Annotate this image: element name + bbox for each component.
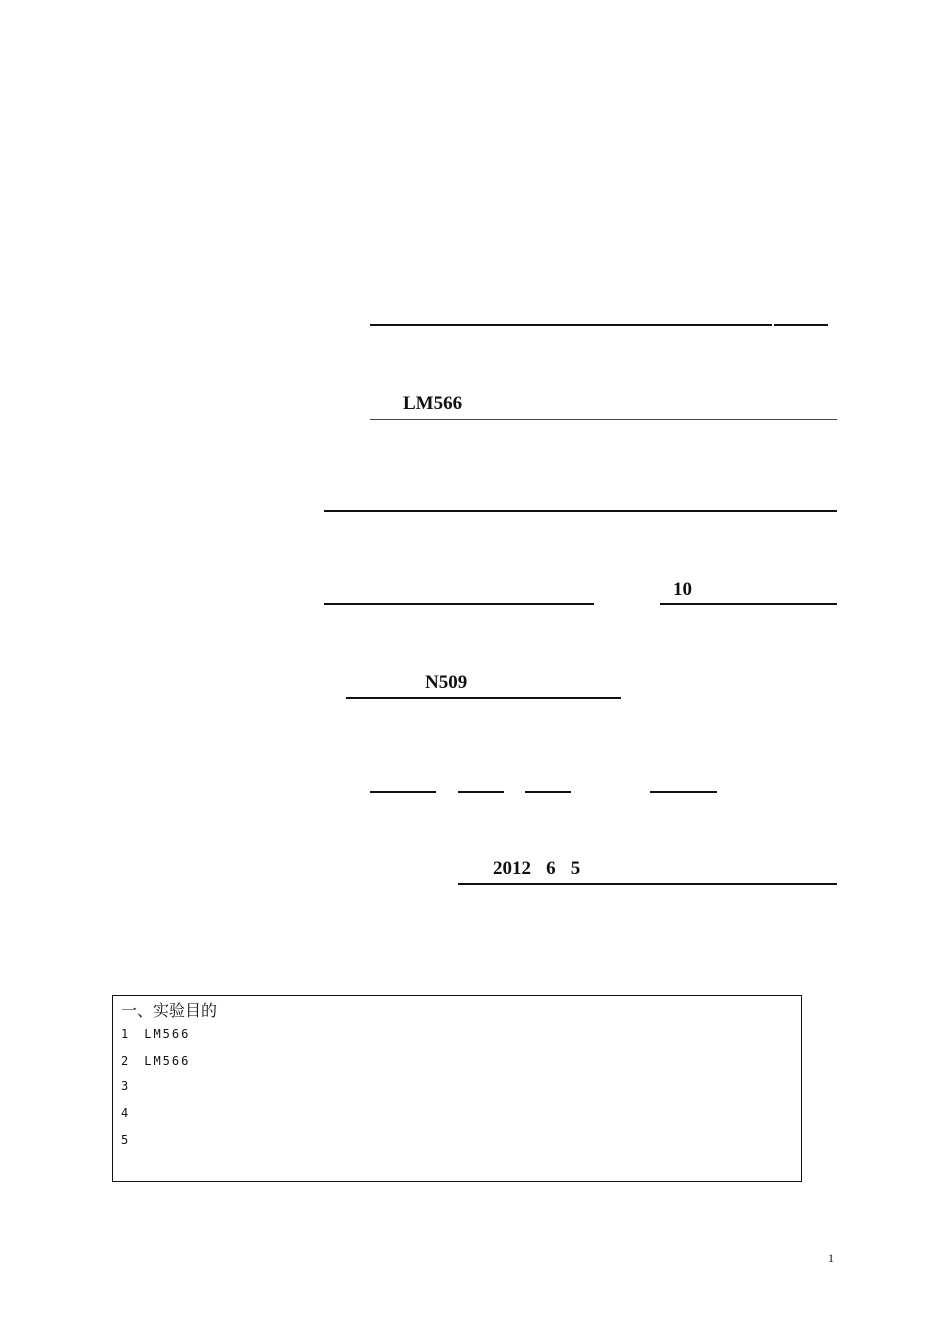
page-number: 1 (828, 1251, 834, 1265)
objectives-box (112, 995, 802, 1182)
course-underline (370, 324, 772, 326)
date-month-underline (458, 791, 504, 793)
student-id-underline (660, 603, 837, 605)
date-year-underline (370, 791, 436, 793)
objectives-heading: 一、实验目的 (121, 1001, 218, 1020)
student-id-value (673, 579, 692, 601)
submit-month: 6 (546, 858, 556, 879)
course-underline-tail (774, 324, 828, 326)
objective-item-5: 5 (121, 1133, 131, 1147)
objective-item-3: 3 (121, 1079, 131, 1093)
submit-date-value (493, 858, 580, 880)
objective-item-4: 4 (121, 1106, 131, 1120)
submit-date-underline (458, 883, 837, 885)
submit-year: 2012 (493, 858, 531, 879)
student-id-number: 10 (673, 579, 692, 600)
room-underline (346, 697, 621, 699)
experiment-underline (370, 419, 837, 420)
room-value: N509 (425, 672, 468, 693)
objective-item-2: 2 LM566 (121, 1054, 191, 1068)
date-day-underline (525, 791, 571, 793)
major-underline (324, 510, 837, 512)
experiment-value (403, 393, 462, 415)
name-underline (324, 603, 594, 605)
objective-item-1: 1 LM566 (121, 1027, 191, 1041)
submit-day: 5 (570, 858, 581, 879)
date-period-underline (650, 791, 717, 793)
experiment-value-code: LM566 (403, 393, 463, 414)
